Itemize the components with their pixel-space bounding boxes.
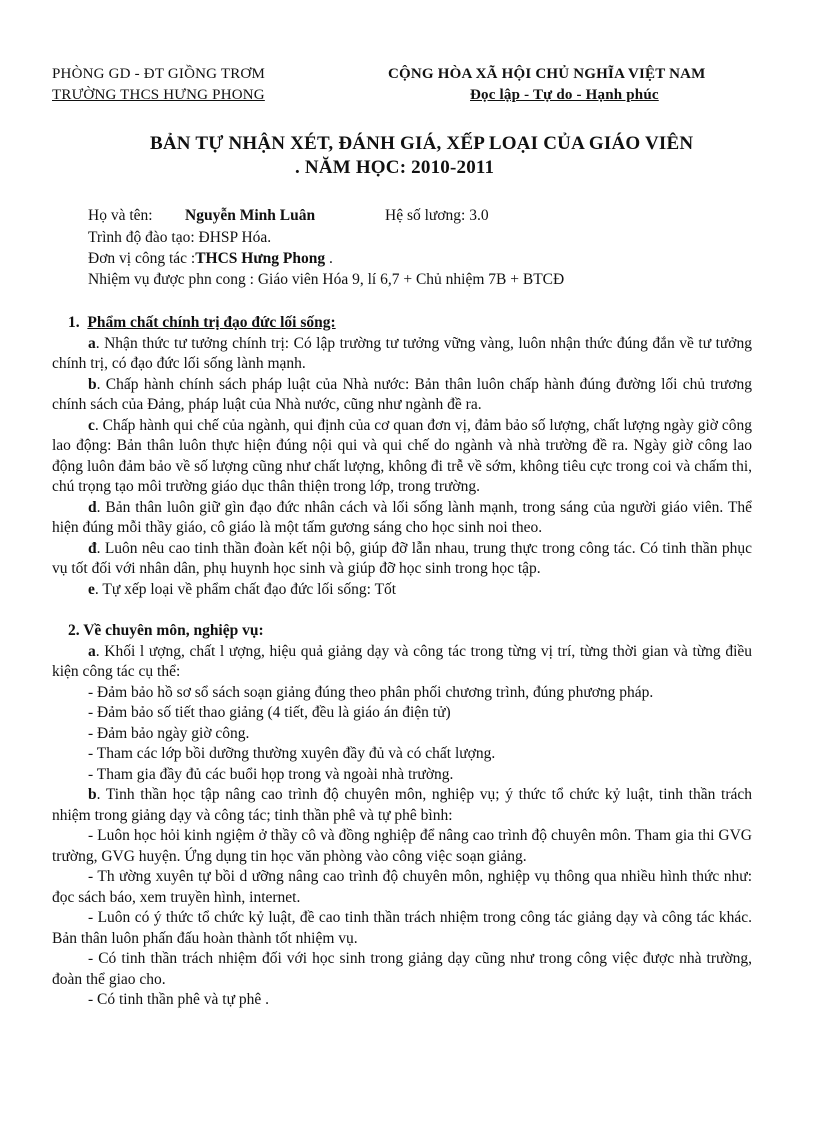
salary-coef-label: Hệ số lương:	[385, 207, 466, 224]
section-1-item-dd: đ. Luôn nêu cao tinh thần đoàn kết nội bộ, giúp đỡ lẫn nhau, trung thực trong công tác. Có tinh thần phục vụ tốt đối với nhân dân, phụ huynh học sinh và giúp đỡ học sinh trong học tập.	[52, 539, 752, 577]
unit-row	[88, 250, 333, 268]
section-1-item-c: c. Chấp hành qui chế của ngành, qui định của cơ quan đơn vị, đảm bảo số lượng, chất lượng ngày giờ công lao động: Bản thân luôn thực hiện đúng nội qui và qui chế do ngành và nhà trường đề ra. Ngày giờ công lao động luôn đảm bảo về số lượng cũng như chất lượng, không đi trễ về sớm, không tiêu cực trong coi và chấm thi, chú trọng tạo môi trường giáo dục thân thiện trong lớp, trong trường.	[52, 416, 752, 495]
section-1-item-b: b. Chấp hành chính sách pháp luật của Nhà nước: Bản thân luôn chấp hành đúng đường lối chủ trương chính sách của Đảng, pháp luật của Nhà nước, cũng như ngành đề ra.	[52, 375, 752, 413]
section-2-a-point: - Tham các lớp bồi dưỡng thường xuyên đầy đủ và có chất lượng.	[88, 745, 496, 762]
name-label: Họ và tên:	[88, 207, 153, 224]
name-value: Nguyễn Minh Luân	[185, 207, 316, 224]
section-2-a-point: - Tham gia đầy đủ các buổi họp trong và ngoài nhà trường.	[88, 765, 454, 783]
section-2-item-b: b. Tinh thần học tập nâng cao trình độ chuyên môn, nghiệp vụ; ý thức tổ chức kỷ luật, tinh thần trách nhiệm trong giảng dạy và công tác; tinh thần phê và tự phê bình:	[52, 786, 752, 824]
unit-value: THCS Hưng Phong	[195, 250, 326, 267]
section-2-b-point: - Có tinh thần trách nhiệm đối với học sinh trong giảng dạy cũng như trong công việc được nhà trường, đoàn thể giao cho.	[52, 950, 752, 988]
degree-label: Trình độ đào tạo:	[88, 229, 195, 246]
section-2-item-a: a. Khối l ượng, chất l ượng, hiệu quả giảng dạy và công tác trong từng vị trí, từng thời gian và từng điều kiện công tác cụ thể:	[52, 642, 752, 680]
section-2-b-point: - Luôn học hỏi kinh ngiệm ở thầy cô và đồng nghiệp để nâng cao trình độ chuyên môn. Tham gia thi GVG trường, GVG huyện. Ứng dụng tin học văn phòng vào công việc soạn giảng.	[52, 827, 752, 865]
salary-coef-row	[385, 207, 489, 225]
section-2-a-point: - Đảm bảo số tiết thao giảng (4 tiết, đều là giáo án điện tử)	[88, 704, 451, 721]
duty-row: Nhiệm vụ được phn cong : Giáo viên Hóa 9, lí 6,7 + Chủ nhiệm 7B + BTCĐ	[88, 271, 565, 288]
section-2-b-point: - Luôn có ý thức tổ chức kỷ luật, đề cao tinh thần trách nhiệm trong công tác giảng dạy và công tác khác. Bản thân luôn phấn đấu hoàn thành tốt nhiệm vụ.	[52, 909, 752, 947]
unit-label: Đơn vị công tác :	[88, 250, 196, 267]
national-title: CỘNG HÒA XÃ HỘI CHỦ NGHĨA VIỆT NAM	[388, 66, 706, 82]
school-year: . NĂM HỌC: 2010-2011	[295, 157, 495, 178]
section-1-heading: 1. Phẩm chất chính trị đạo đức lối sống:	[68, 314, 336, 331]
section-1-item-a: a. Nhận thức tư tưởng chính trị: Có lập trường tư tưởng vững vàng, luôn nhận thức đúng đắn về tư tưởng chính trị, có đạo đức lối sống lành mạnh.	[52, 334, 752, 372]
section-2-b-point: - Có tinh thần phê và tự phê .	[88, 991, 270, 1008]
section-1-item-e: e. Tự xếp loại về phẩm chất đạo đức lối sống: Tốt	[88, 580, 397, 598]
unit-suffix: .	[325, 250, 333, 267]
degree-row	[88, 229, 271, 247]
degree-value: ĐHSP Hóa.	[198, 229, 272, 246]
document-title: BẢN TỰ NHẬN XÉT, ĐÁNH GIÁ, XẾP LOẠI CỦA GIÁO VIÊN	[150, 133, 694, 154]
section-1-item-d: d. Bản thân luôn giữ gìn đạo đức nhân cách và lối sống lành mạnh, trong sáng của người giáo viên. Thể hiện đúng mỗi thầy giáo, cô giáo là một tấm gương sáng cho học sinh noi theo.	[52, 498, 752, 536]
section-2-a-point: - Đảm bảo ngày giờ công.	[88, 724, 250, 742]
document-body	[52, 313, 752, 1011]
section-2-heading: 2. Về chuyên môn, nghiệp vụ:	[68, 622, 264, 639]
department-name: PHÒNG GD - ĐT GIỒNG TRƠM	[52, 66, 265, 82]
salary-coef-value: 3.0	[469, 207, 489, 224]
school-name: TRƯỜNG THCS HƯNG PHONG	[52, 87, 265, 103]
national-motto: Đọc lập - Tự do - Hạnh phúc	[470, 87, 659, 103]
section-2-b-point: - Th ường xuyên tự bồi d ưỡng nâng cao trình độ chuyên môn, nghiệp vụ thông qua nhiều hình thức như: đọc sách báo, xem truyền hình, internet.	[52, 868, 752, 906]
section-2-a-point: - Đảm bảo hồ sơ sổ sách soạn giảng đúng theo phân phối chương trình, đúng phương pháp.	[88, 683, 654, 701]
